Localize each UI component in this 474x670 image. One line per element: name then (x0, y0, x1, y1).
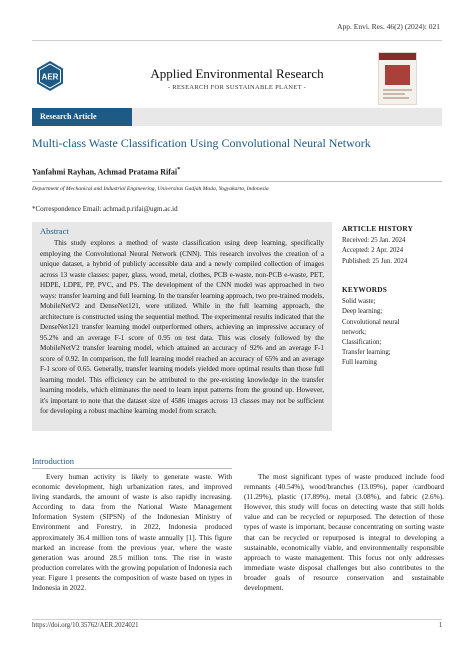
author-names: Yanfahmi Rayhan, Achmad Pratama Rifai (32, 167, 178, 177)
keyword-item: Convolutional neural (342, 318, 400, 326)
journal-title: Applied Environmental Research (150, 66, 324, 81)
journal-subtitle: - RESEARCH FOR SUSTAINABLE PLANET - (167, 84, 307, 91)
correspondence-email: *Correspondence Email: achmad.p.rifai@ugm.ac.id (32, 205, 178, 213)
corresponding-marker: * (177, 166, 181, 173)
header-divider (32, 40, 442, 41)
abstract-heading: Abstract (40, 226, 69, 236)
page-number: 1 (438, 622, 442, 629)
author-affiliation: Department of Mechanical and Industrial Engineering, Universitas Gadjah Mada, Yogyakarta, Indonesia (32, 186, 269, 192)
affiliation-divider (32, 181, 442, 182)
keywords-block (342, 285, 442, 369)
body-paragraph-right: The most significant types of waste produced include food remnants (40.54%), wood/branches (13.09%), paper /cardboard (11.29%), plastic (17.89%), metal (3.08%), and fabric (2.6%). However, this study will focus on detecting waste that still holds value and can be recycled or repurposed. The detection of those types of waste is important, because concentrating on sorting waste that can be recycled or repurposed is integral to developing a sustainable, economically viable, and environmentally responsible approach to waste management. This focus not only addresses immediate waste disposal challenges but also contributes to the broader goals of resource conservation and sustainable development. (244, 472, 444, 593)
section-heading-introduction: Introduction (32, 456, 75, 466)
keywords-heading: KEYWORDS (342, 285, 387, 294)
footer-divider (32, 619, 442, 620)
body-paragraph-left: Every human activity is likely to generate waste. With economic development, high urbanization rates, and improved living standards, the amount of waste is also rapidly increasing. According to data from the National Waste Management Information System (SIPSN) of the Indonesian Ministry of Environment and Forestry, in 2022, Indonesia produced approximately 36.4 million tons of waste annually [1]. This figure marked an increase from the previous year, where the waste generation was around 28.5 million tons. The rise in waste production correlates with the growing population of Indonesia each year. Figure 1 presents the composition of waste based on types in Indonesia in 2022. (32, 472, 232, 593)
keyword-item: Transfer learning; (342, 349, 391, 357)
author-list (32, 166, 180, 177)
keyword-item: Solid waste; (342, 298, 376, 306)
abstract-text: This study explores a method of waste classification using deep learning, specifically employing the Convolutional Neural Network (CNN). This research involves the creation of a unique dataset, a hybrid of publicly accessible data and a newly compiled collection of images across 13 waste classes: paper, glass, wood, metal, clothes, PCB e-waste, non-PCB e-waste, PET, HDPE, LDPE, PP, PVC, and PS. The development of the CNN model was approached in two ways: transfer learning and full learning. In the transfer learning approach, two pre-trained models, MobileNetV2 and DenseNet121, were utilized. While in the full learning approach, the architecture is constructed using the sequential method. The experimental results indicated that the DenseNet121 transfer learning model outperformed others, achieving an impressive accuracy of 95.2% and an average F-1 score of 0.95 on test data. This was closely followed by the MobileNetV2 transfer learning model, which attained an accuracy of 92% and an average F-1 score of 0.92. In comparison, the full learning model reached an accuracy of 65% and an average F-1 score of 0.65. Generally, transfer learning models yielded more optimal results than those full learning model. This efficiency can be attributed to the pre-existing knowledge in the transfer learning models, which eliminates the need to learn input patterns from the ground up. However, it's important to note that the dataset size of 4586 images across 13 classes may not be sufficient for developing a robust machine learning model from scratch. (40, 239, 324, 415)
abstract-box (32, 222, 332, 431)
journal-citation: App. Envi. Res. 46(2) (2024): 021 (337, 22, 440, 31)
doi-link[interactable]: https://doi.org/10.35762/AER.2024021 (32, 622, 139, 629)
history-received: Received: 25 Jan. 2024 (342, 237, 406, 245)
history-accepted: Accepted: 2 Apr. 2024 (342, 247, 404, 255)
history-published: Published: 25 Jun. 2024 (342, 257, 408, 265)
article-type-label: Research Article (32, 108, 132, 126)
section-divider (32, 468, 232, 469)
article-title: Multi-class Waste Classification Using Convolutional Neural Network (32, 136, 371, 150)
keyword-item: Deep learning; (342, 308, 383, 316)
journal-cover-thumbnail (378, 52, 417, 105)
history-heading: ARTICLE HISTORY (342, 224, 414, 233)
logo-text: AER (41, 72, 59, 82)
keyword-item: Classification; (342, 339, 382, 347)
keyword-item: Full learning (342, 359, 377, 367)
keyword-item: network; (342, 328, 367, 336)
article-history (342, 224, 442, 267)
